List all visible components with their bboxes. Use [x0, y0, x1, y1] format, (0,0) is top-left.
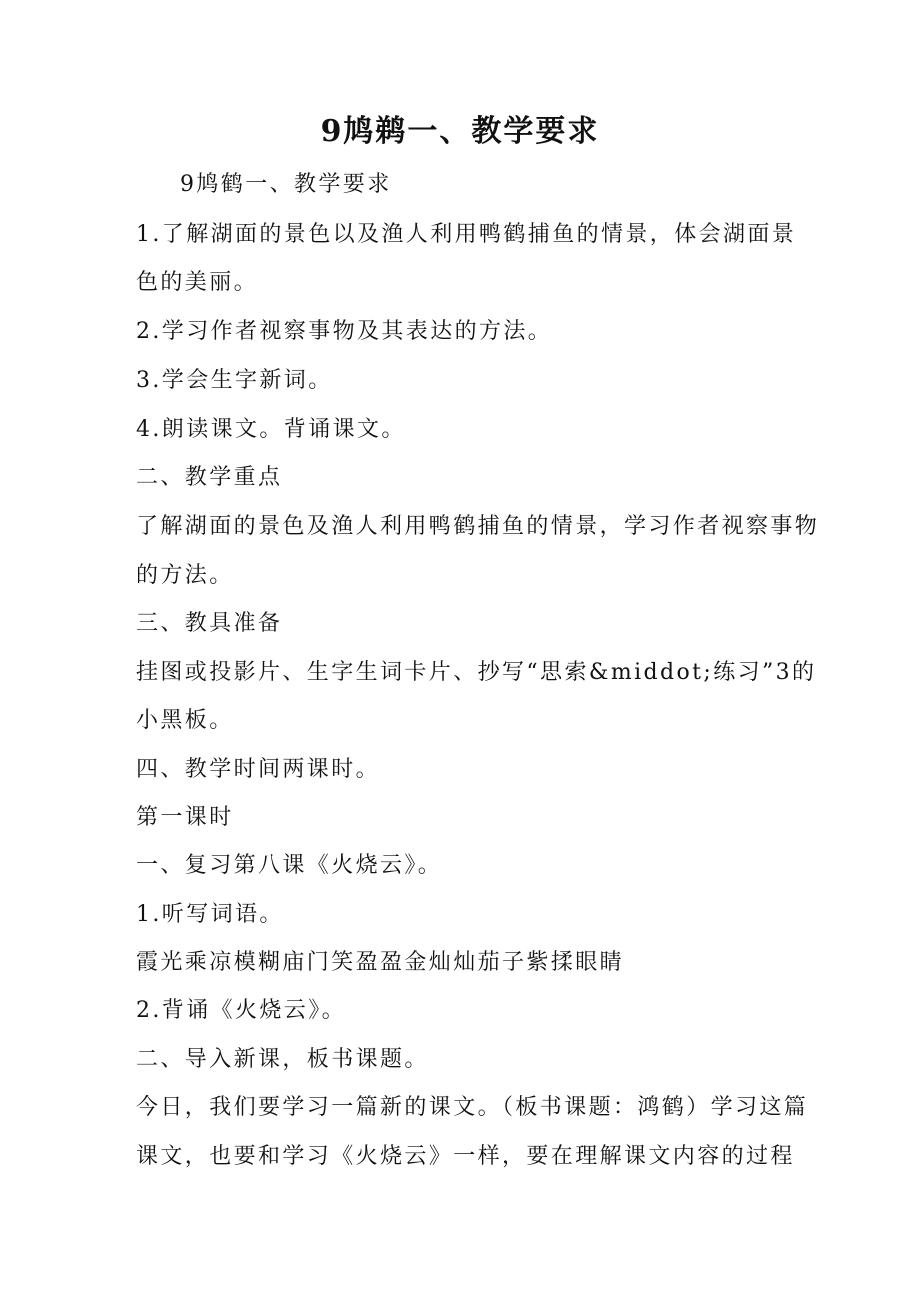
text-line: 了解湖面的景色及渔人利用鸭鹤捕鱼的情景，学习作者视察事物	[136, 514, 820, 539]
text-line: 2.学习作者视察事物及其表达的方法。	[136, 319, 553, 344]
section-heading: 一、复习第八课《火烧云》。	[136, 853, 443, 878]
text-line: 1.听写词语。	[136, 902, 284, 927]
text-line: 挂图或投影片、生字生词卡片、抄写“思索&middot;练习”3的	[136, 660, 817, 685]
subtitle-line: 9鸠鹤一、教学要求	[180, 172, 392, 197]
text-line: 今日，我们要学习一篇新的课文。（板书课题：鸿鹤）学习这篇	[136, 1095, 809, 1120]
text-line: 3.学会生字新词。	[136, 368, 333, 393]
section-heading: 四、教学时间两课时。	[136, 757, 381, 782]
document-title: 9鸠鹈一、教学要求	[320, 114, 600, 149]
section-heading: 第一课时	[136, 805, 234, 830]
text-line: 2.背诵《火烧云》。	[136, 998, 346, 1023]
section-heading: 二、导入新课，板书课题。	[136, 1047, 429, 1072]
text-line: 霞光乘凉模糊庙门笑盈盈金灿灿茄子紫揉眼睛	[136, 950, 625, 975]
section-heading: 二、教学重点	[136, 465, 283, 490]
text-line: 小黑板。	[136, 708, 234, 733]
text-line: 的方法。	[136, 563, 234, 588]
text-line: 色的美丽。	[136, 270, 259, 295]
text-line: 1.了解湖面的景色以及渔人利用鸭鹤捕鱼的情景，体会湖面景	[136, 222, 797, 247]
text-line: 课文，也要和学习《火烧云》一样，要在理解课文内容的过程	[136, 1144, 795, 1169]
text-line: 4.朗读课文。背诵课文。	[136, 417, 406, 442]
section-heading: 三、教具准备	[136, 611, 283, 636]
